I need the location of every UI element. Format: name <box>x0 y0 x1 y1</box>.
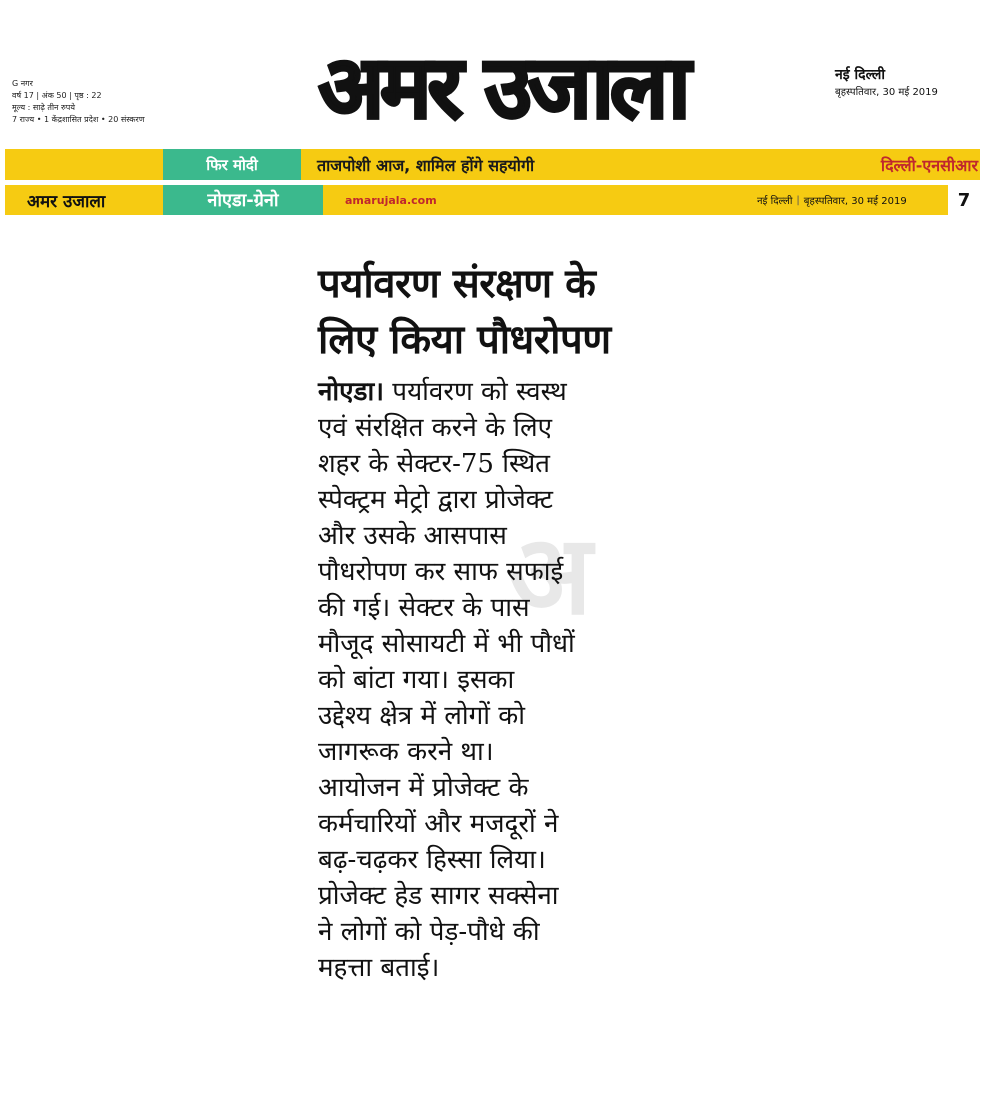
body-line: को बांटा गया। इसका <box>318 665 515 695</box>
headline-line: लिए किया पौधरोपण <box>318 317 611 363</box>
article-headline <box>318 256 663 368</box>
body-line: और उसके आसपास <box>318 521 507 551</box>
page-city: नई दिल्ली <box>757 196 793 207</box>
body-line: आयोजन में प्रोजेक्ट के <box>318 773 529 803</box>
edition-tag: नोएडा-ग्रेनो <box>163 185 323 215</box>
separator: | <box>796 194 800 206</box>
page-dateline <box>757 185 907 215</box>
ribbon-region: दिल्ली-एनसीआर <box>880 155 978 175</box>
headline-line: पर्यावरण संरक्षण के <box>318 261 596 307</box>
body-line: की गई। सेक्टर के पास <box>318 593 530 623</box>
body-line: प्रोजेक्ट हेड सागर सक्सेना <box>318 881 559 911</box>
body-line: महत्ता बताई। <box>318 953 440 983</box>
article-body <box>318 374 663 986</box>
body-line: मौजूद सोसायटी में भी पौधों <box>318 629 575 659</box>
masthead-meta <box>12 78 162 126</box>
page-date: बृहस्पतिवार, 30 मई 2019 <box>803 196 907 207</box>
page-number: 7 <box>945 185 980 215</box>
body-line: शहर के सेक्टर-75 स्थित <box>318 449 550 479</box>
top-ribbon <box>5 149 980 180</box>
newspaper-logo: अमर उजाला <box>318 37 687 138</box>
body-line-first: पर्यावरण को स्वस्थ <box>384 377 567 407</box>
body-line: पौधरोपण कर साफ सफाई <box>318 557 564 587</box>
body-line: जागरूक करने था। <box>318 737 494 767</box>
page-brand: अमर उजाला <box>27 191 106 212</box>
ribbon-headline: ताजपोशी आज, शामिल होंगे सहयोगी <box>317 155 535 175</box>
meta-reach: 7 राज्य • 1 केंद्रशासित प्रदेश • 20 संस्करण <box>12 115 145 124</box>
article-dateline: नोएडा। <box>318 377 385 407</box>
body-line: कर्मचारियों और मजदूरों ने <box>318 809 559 839</box>
body-line: ने लोगों को पेड़-पौधे की <box>318 917 540 947</box>
ribbon-tag: फिर मोदी <box>163 149 301 180</box>
edition-date: बृहस्पतिवार, 30 मई 2019 <box>835 87 938 98</box>
page-header <box>5 185 980 215</box>
meta-price: मूल्य : साढ़े तीन रुपये <box>12 103 75 112</box>
masthead-edition <box>835 66 965 102</box>
body-line <box>318 374 663 410</box>
edition-city: नई दिल्ली <box>835 67 886 83</box>
meta-edition-code: G नगर <box>12 79 33 88</box>
body-line: एवं संरक्षित करने के लिए <box>318 413 553 443</box>
body-line: स्पेक्ट्रम मेट्रो द्वारा प्रोजेक्ट <box>318 485 554 515</box>
body-line: बढ़-चढ़कर हिस्सा लिया। <box>318 845 546 875</box>
article <box>318 256 663 986</box>
site-url: amarujala.com <box>345 193 437 207</box>
body-line: उद्देश्य क्षेत्र में लोगों को <box>318 701 525 731</box>
meta-volume: वर्ष 17 | अंक 50 | पृष्ठ : 22 <box>12 91 102 100</box>
watermark-logo: अ <box>507 511 593 639</box>
